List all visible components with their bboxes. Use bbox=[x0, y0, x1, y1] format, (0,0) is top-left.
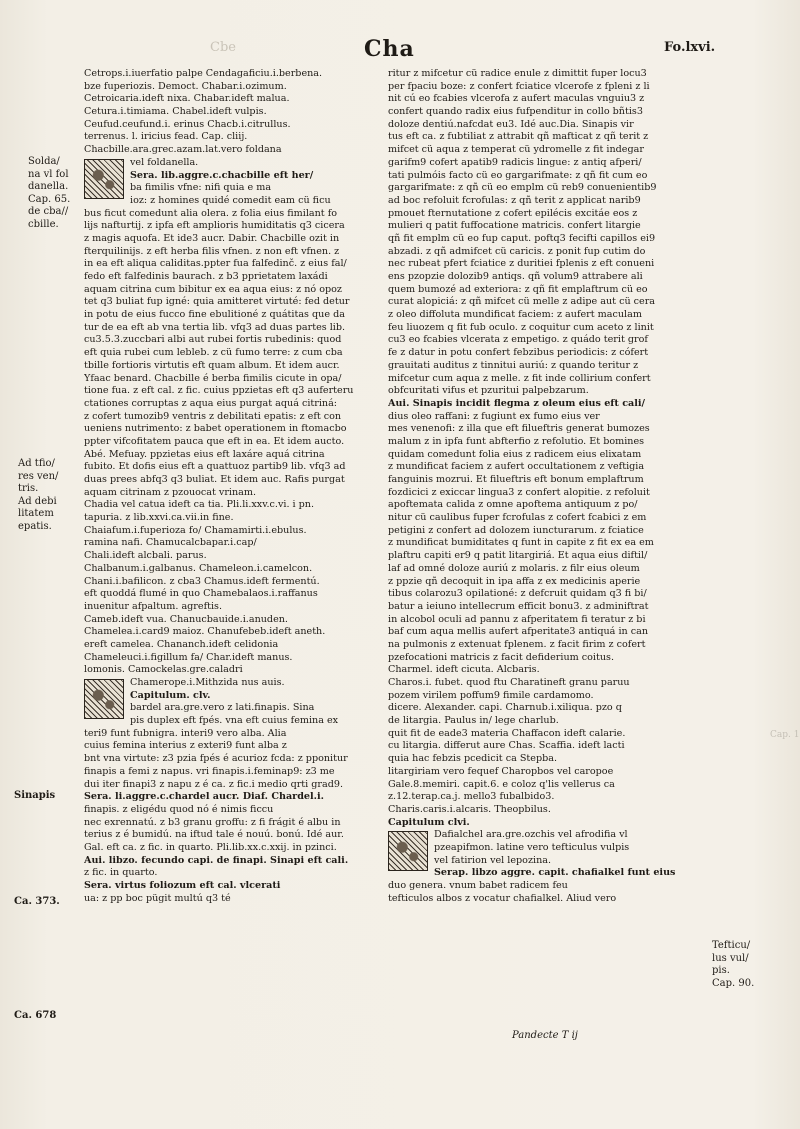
text-line: quem bumozé ad exteriora: z qñ fit emplaftrum cü eo bbox=[388, 283, 648, 295]
decorated-initial-c-icon bbox=[84, 679, 124, 719]
bleed-through-right: Cap. 1 bbox=[770, 730, 800, 740]
margin-line: cbille. bbox=[28, 218, 59, 230]
margin-line: danella. bbox=[28, 181, 69, 192]
text-line: vel fatirion vel lepozina. bbox=[434, 854, 552, 866]
text-line: bardel ara.gre.vero z lati.finapis. Sina bbox=[130, 702, 315, 714]
text-line: tati pulmóis facto cü eo gargarifmate: z qñ fit cum eo bbox=[388, 169, 648, 181]
text-line: batur a ieiuno intellecrum efficit bonu3. z adminiftrat bbox=[388, 600, 649, 612]
text-line: Yfaac benard. Chacbille é berba fimilis cicute in opa/ bbox=[84, 372, 342, 384]
text-line: in ea eft aliqua caliditas.ppter fua falfedinč. z eius fal/ bbox=[84, 258, 347, 270]
text-line: z.12.terap.ca.j. mello3 fubalbido3. bbox=[388, 791, 555, 803]
text-line: Sera. lib.aggre.c.chacbille eft her/ bbox=[130, 169, 314, 181]
folio-number: Fo.lxvi. bbox=[664, 40, 716, 55]
text-line: pzefocationi matricis z facit defiderium coitus. bbox=[388, 651, 614, 663]
text-line: obfcuritati vifus et pzuritui palpebzarum. bbox=[388, 385, 589, 397]
margin-note-ad-tfiores bbox=[18, 458, 58, 533]
text-line: Capitulum clvi. bbox=[388, 816, 470, 828]
text-line: per fpaciu boze: z confert fciatice vlcerofe z fpleni z li bbox=[388, 80, 650, 92]
text-line: terrenus. l. iricius fead. Cap. cliij. bbox=[84, 131, 248, 143]
text-line: fozdicici z exiccar lingua3 z confert alopitie. z refoluit bbox=[388, 486, 650, 498]
text-line: Gal. eft ca. z fic. in quarto. Pli.lib.xx.c.xxij. in pzinci. bbox=[84, 841, 337, 853]
margin-line: epatis. bbox=[18, 520, 52, 532]
text-line: quit fit de eade3 materia Chaffacon ideft calarie. bbox=[388, 727, 626, 739]
text-line: bnt vna virtute: z3 pzia fpés é acurioz fcda: z pponitur bbox=[84, 753, 348, 765]
text-line: tbille fortioris virtutis eft quam album. Et idem aucr. bbox=[84, 359, 340, 371]
decorated-initial-c-icon bbox=[84, 159, 124, 199]
text-line: tefticulos albos z vocatur chafialkel. Aliud vero bbox=[388, 892, 617, 904]
margin-note-soldanella bbox=[28, 156, 70, 231]
text-line: pmouet fternutatione z cofert epilécis excitáe eos z bbox=[388, 207, 638, 219]
margin-line: tris. bbox=[18, 483, 39, 494]
margin-line: Sinapis bbox=[14, 790, 56, 801]
text-line: ramina nafi. Chamucalcbapar.i.cap/ bbox=[84, 537, 257, 549]
text-line: Cetroicaria.ideft nixa. Chabar.ideft malua. bbox=[84, 93, 290, 105]
text-line: cu3.5.3.zuccbari albi aut rubei fortis rubedinis: quod bbox=[84, 334, 342, 346]
text-line: petigini z confert ad dolozem iuncturarum. z fciatice bbox=[388, 524, 644, 536]
margin-line: Ad tfio/ bbox=[18, 458, 55, 469]
text-line: ioz: z homines quidé comedit eam cü ficu bbox=[130, 194, 331, 206]
text-line: ctationes corruptas z aqua eius purgat aquá citriná: bbox=[84, 397, 338, 409]
margin-line: pis. bbox=[712, 965, 730, 976]
text-line: Chaiafum.i.fuperioza fo/ Chamamirti.i.ebulus. bbox=[84, 524, 307, 536]
text-line: z fic. in quarto. bbox=[84, 867, 158, 879]
text-line: Charmel. ideft cicuta. Alcbaris. bbox=[388, 664, 540, 676]
text-line: Cameb.ideft vua. Chanucbauide.i.anuden. bbox=[84, 613, 288, 625]
text-line: ppter vifcofitatem pauca que eft in ea. Et idem aucto. bbox=[84, 435, 345, 447]
text-line: cuius femina interius z exteri9 funt alba z bbox=[84, 740, 287, 752]
text-line: in alcobol oculi ad pannu z afperitatem fi teratur z bi bbox=[388, 613, 646, 625]
text-line: in potu de eius fucco fine ebulitioné z quátitas que da bbox=[84, 309, 345, 321]
text-line: Aui. Sinapis incidit flegma z oleum eius eft cali/ bbox=[388, 397, 646, 409]
text-line: nec exrennatú. z b3 granu groffu: z fi frágit é albu in bbox=[84, 816, 341, 828]
margin-note-sinapis bbox=[14, 790, 55, 803]
text-line: plaftru capiti er9 q patit litargiriá. Et aqua eius diftil/ bbox=[388, 550, 648, 562]
text-line: pzeapifmon. latine vero tefticulus vulpis bbox=[434, 841, 630, 853]
text-line: terius z é bumidú. na iftud tale é nouú. bonú. Idé aur. bbox=[84, 829, 344, 841]
text-line: fe z datur in potu confert febzibus periodicis: z cófert bbox=[388, 347, 649, 359]
text-line: lomonis. Camockelas.gre.caladri bbox=[84, 664, 243, 676]
margin-line: de cba// bbox=[28, 206, 69, 217]
text-line: bze fuperiozis. Democt. Chabar.i.ozimum. bbox=[84, 80, 287, 92]
text-line: bus ficut comedunt alia olera. z folia eius fimilant fo bbox=[84, 207, 338, 219]
text-line: baf cum aqua mellis aufert afperitate3 antiquá in can bbox=[388, 626, 649, 638]
text-line: tibus colarozu3 opilationé: z defcruit quidam q3 fi bi/ bbox=[388, 588, 647, 600]
text-line: cu litargia. differut aure Chas. Scaffia. ideft lacti bbox=[388, 740, 625, 752]
text-line: Aui. libzo. fecundo capi. de finapi. Sinapi eft cali. bbox=[84, 854, 349, 866]
decorated-initial-c-icon bbox=[388, 831, 428, 871]
text-line: Cetura.i.timiama. Chabel.ideft vulpis. bbox=[84, 106, 267, 118]
text-line: ens pzopzie dolozib9 antiqs. qñ volum9 attrabere ali bbox=[388, 271, 643, 282]
margin-note-cap-678 bbox=[14, 1010, 56, 1023]
margin-line: Cap. 90. bbox=[712, 977, 755, 989]
text-line: nec rubeat pfert fciatice z duritiei fplenis z eft conueni bbox=[388, 258, 655, 270]
text-line: mifcet cü aqua z temperat cü ydromelle z fit indegar bbox=[388, 144, 644, 156]
text-line: ueniens nutrimento: z babet operationem in ftomacbo bbox=[84, 423, 347, 435]
margin-line: res ven/ bbox=[18, 470, 59, 482]
text-line: tione fua. z eft cal. z fic. cuius ppzietas eft q3 auferteru bbox=[84, 385, 354, 397]
text-line: tus eft ca. z fubtiliat z attrabit qñ mafticat z qñ terit z bbox=[388, 131, 649, 143]
bleed-through-text: Cbe bbox=[210, 40, 236, 55]
text-line: mes venenofi: z illa que eft filueftris generat bumozes bbox=[388, 423, 650, 435]
text-line: tapuria. z lib.xxvi.ca.vii.in fine. bbox=[84, 512, 234, 524]
text-line: apoftemata calida z omne apoftema antiquum z po/ bbox=[388, 499, 638, 511]
text-line: qñ fit emplm cü eo fup caput. poftq3 fecifti capillos ei9 bbox=[388, 232, 656, 244]
text-line: fterquilinijs. z eft herba filis vfnen. z non eft vfnen. z bbox=[84, 245, 340, 257]
text-line: nitur cü caulibus fuper fcrofulas z cofert fcabici z em bbox=[388, 512, 647, 524]
text-line: mulieri q patit fuffocatione matricis. confert litargie bbox=[388, 220, 641, 232]
margin-line: Solda/ bbox=[28, 156, 60, 167]
text-line: Chani.i.bafilicon. z cba3 Chamus.ideft fermentú. bbox=[84, 575, 320, 587]
text-line: doloze dentiú.nafcdat eu3. Idé auc.Dia. Sinapis vir bbox=[388, 118, 634, 130]
text-line: Chacbille.ara.grec.azam.lat.vero foldana bbox=[84, 144, 282, 156]
text-line: Sera. li.aggre.c.chardel aucr. Diaf. Chardel.i. bbox=[84, 791, 325, 803]
text-line: grauitati auditus z tinnitui auriú: z quando teritur z bbox=[388, 359, 639, 371]
text-line: aquam citrina cum bibitur ex ea aqua eius: z nó opoz bbox=[84, 283, 342, 295]
text-line: garifm9 cofert apatib9 radicis lingue: z antiq afperi/ bbox=[388, 156, 642, 168]
margin-note-cap-373 bbox=[14, 896, 60, 909]
margin-line: Tefticu/ bbox=[712, 940, 751, 951]
text-line: confert quando radix eius fufpenditur in collo bñtis3 bbox=[388, 106, 643, 118]
text-line: ereft camelea. Chananch.ideft celidonia bbox=[84, 638, 279, 650]
text-line: fanguinis mozrui. Et filueftris eft bonum emplaftrum bbox=[388, 474, 644, 485]
text-line: ua: z pp boc pügit multú q3 té bbox=[84, 892, 231, 904]
margin-note-tefticulus bbox=[712, 940, 754, 990]
text-line: dicere. Alexander. capi. Charnub.i.xiliqua. pzo q bbox=[388, 702, 622, 714]
text-line: Charos.i. fubet. quod ftu Charatineft granu paruu bbox=[388, 677, 630, 688]
text-line: pis duplex eft fpés. vna eft cuius femina ex bbox=[130, 715, 339, 727]
text-line: Abé. Mefuay. ppzietas eius eft laxáre aquá citrina bbox=[84, 448, 325, 460]
text-line: Chamerope.i.Mithzida nus auis. bbox=[130, 677, 285, 688]
text-line: gargarifmate: z qñ cü eo emplm cü reb9 conuenientib9 bbox=[388, 182, 657, 194]
text-line: Cetrops.i.iuerfatio palpe Cendagaficiu.i.berbena. bbox=[84, 68, 323, 79]
text-line: duas prees abfq3 q3 buliat. Et idem auc. Rafis purgat bbox=[84, 474, 345, 485]
text-line: vel foldanella. bbox=[130, 156, 199, 168]
text-line: Chadia vel catua ideft ca tia. Pli.li.xxv.c.vi. i pn. bbox=[84, 499, 315, 511]
text-line: tur de ea eft ab vna tertia lib. vfq3 ad duas partes lib. bbox=[84, 321, 346, 333]
text-line: Sera. virtus foliozum eft cal. vlcerati bbox=[84, 880, 281, 891]
text-line: finapis. z eligédu quod nó é nimis ficcu bbox=[84, 803, 274, 815]
text-line: na pulmonis z extenuat fplenem. z facit firim z cofert bbox=[388, 638, 646, 650]
text-line: duo genera. vnum babet radicem feu bbox=[388, 880, 568, 891]
margin-line: Ca. 678 bbox=[14, 1010, 57, 1021]
text-line: ba fimilis vfne: nifi quia e ma bbox=[130, 182, 272, 194]
margin-line: litatem bbox=[18, 508, 54, 519]
text-line: aquam citrinam z pzouocat vrinam. bbox=[84, 486, 257, 498]
text-line: z mundificat faciem z aufert occultationem z veftigia bbox=[388, 461, 645, 473]
text-line: Chali.ideft alcbali. parus. bbox=[84, 550, 207, 562]
text-line: litargiriam vero fequef Charopbos vel caropoe bbox=[388, 765, 614, 777]
text-line: de litargia. Paulus in/ lege charlub. bbox=[388, 715, 559, 727]
text-line: abzadi. z qñ admifcet cü caricis. z ponit fup cutim do bbox=[388, 245, 646, 257]
text-line: Capitulum. clv. bbox=[130, 689, 211, 701]
right-text-column bbox=[388, 68, 706, 1068]
text-line: laf ad omné doloze auriú z molaris. z filr eius oleum bbox=[388, 562, 640, 574]
margin-line: Cap. 65. bbox=[28, 193, 71, 205]
text-line: malum z in ipfa funt abfterfio z refolutio. Et bomines bbox=[388, 435, 645, 447]
margin-line: Ca. 373. bbox=[14, 896, 60, 907]
margin-line: na vl fol bbox=[28, 168, 69, 180]
page-header bbox=[0, 32, 800, 62]
text-line: z cofert tumozib9 ventris z debilitati epatis: z eft con bbox=[84, 410, 342, 422]
text-line: quidam comedunt folia eius z radicem eius elixatam bbox=[388, 448, 642, 460]
text-line: Chalbanum.i.galbanus. Chameleon.i.camelcon. bbox=[84, 562, 313, 574]
margin-line: Ad debi bbox=[18, 495, 57, 507]
text-line: quia hac febzis pcedicit ca Stepba. bbox=[388, 753, 557, 765]
text-line: z magis aquofa. Et ide3 aucr. Dabir. Chacbille ozit in bbox=[84, 232, 340, 244]
page-title: Cha bbox=[364, 36, 415, 62]
text-line: mifcetur cum aqua z melle. z fit inde collirium confert bbox=[388, 372, 651, 384]
text-line: cu3 eo fcabies vlcerata z empetigo. z quádo terit grof bbox=[388, 334, 648, 346]
text-line: Ceufud.ceufund.i. erinus Chacb.i.citrullus. bbox=[84, 118, 291, 130]
text-line: z mundificat bumiditates q funt in capite z fit ex ea em bbox=[388, 537, 654, 549]
text-line: eft quoddá flumé in quo Chamebalaos.i.raffanus bbox=[84, 588, 318, 600]
text-line: Serap. libzo aggre. capit. chafialkel funt eius bbox=[434, 867, 676, 879]
text-line: z ppzie qñ decoquit in ipa affa z ex medicinis aperie bbox=[388, 575, 641, 587]
text-line: dius oleo raffani: z fugiunt ex fumo eius ver bbox=[388, 410, 600, 422]
text-line: fedo eft falfedinis baurach. z b3 pprietatem laxádi bbox=[84, 271, 328, 282]
text-line: feu liuozem q fit fub oculo. z coquitur cum aceto z linit bbox=[388, 321, 654, 333]
text-line: dui iter finapi3 z napu z é ca. z fic.i medio qrti grad9. bbox=[84, 778, 344, 790]
text-line: Chamelea.i.card9 maioz. Chanufebeb.ideft aneth. bbox=[84, 626, 326, 638]
page-footer: Pandecte T ij bbox=[512, 1030, 578, 1041]
text-line: inuenitur afpaltum. agreftis. bbox=[84, 600, 223, 612]
text-line: Gale.8.memiri. capit.6. e coloz q'lis vellerus ca bbox=[388, 778, 615, 790]
text-line: ritur z mifcetur cü radice enule z dimittit fuper locu3 bbox=[388, 68, 647, 79]
text-line: Dafialchel ara.gre.ozchis vel afrodifia vl bbox=[434, 829, 628, 841]
left-text-column bbox=[84, 68, 382, 1028]
text-line: Charis.caris.i.alcaris. Theopbilus. bbox=[388, 803, 551, 815]
margin-line: lus vul/ bbox=[712, 952, 749, 964]
text-line: finapis a femi z napus. vri finapis.i.feminap9: z3 me bbox=[84, 765, 335, 777]
text-line: ad boc refoluit fcrofulas: z qñ terit z applicat narib9 bbox=[388, 194, 641, 206]
text-line: fubito. Et dofis eius eft a quattuoz partib9 lib. vfq3 ad bbox=[84, 461, 346, 473]
text-line: pozem virilem poffum9 fimile cardamomo. bbox=[388, 689, 594, 701]
text-line: teri9 funt fubnigra. interi9 vero alba. Alia bbox=[84, 727, 287, 739]
text-line: z oleo diffoluta mundificat faciem: z aufert maculam bbox=[388, 309, 642, 321]
text-line: nit cú eo fcabies vlcerofa z aufert maculas vnguiu3 z bbox=[388, 93, 645, 105]
text-line: curat alopiciá: z qñ mifcet cü melle z adipe aut cü cera bbox=[388, 296, 656, 308]
text-line: eft quia rubei cum lebleb. z cü fumo terre: z cum cba bbox=[84, 347, 343, 359]
text-line: Chameleuci.i.figillum fa/ Char.ideft manus. bbox=[84, 651, 293, 663]
text-line: tet q3 buliat fup igné: quia amitteret virtuté: fed detur bbox=[84, 296, 350, 308]
text-line: lijs nafturtij. z ipfa eft amplioris humiditatis q3 cicera bbox=[84, 220, 345, 232]
